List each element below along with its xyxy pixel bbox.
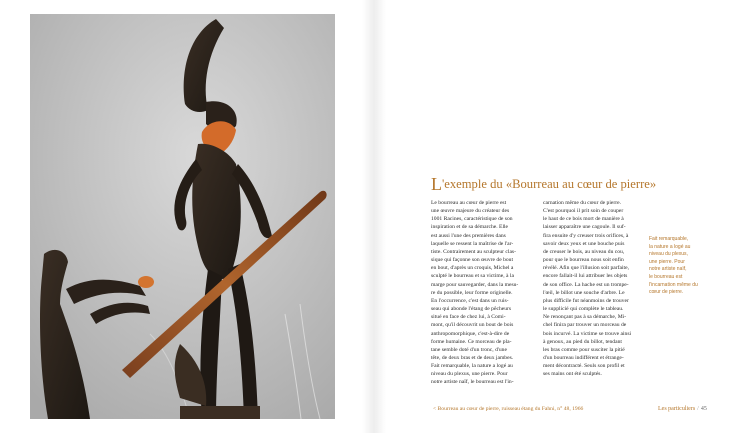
pull-quote-line: l'incarnation même du [649,281,698,288]
body-column-2 [543,199,643,378]
body-line: situé en face de chez lui, à Comi- [431,314,506,321]
pull-quote-line: le bourreau est [649,273,683,280]
body-line: est aussi l'une des premières dans [431,232,506,239]
body-line: de creuser le bois, au niveau du cou, [543,248,625,255]
body-line: en bout, d'après un croquis, Michel a [431,265,514,272]
page-footer [658,405,738,413]
body-line: inspiration et de sa démarche. Elle [431,224,509,231]
body-line: le supplicié qui complète le tableau. [543,306,624,313]
body-line: ses mains ont été sculptés. [543,371,602,378]
body-line: ment décontracté. Seuls son profil et [543,363,625,370]
body-line: fira ensuite d'y creuser trois orifices, à [543,232,629,239]
body-line: Le bourreau au cœur de pierre est [431,200,507,206]
body-line: laisser apparaître une cagoule. Il suf- [543,224,626,231]
pull-quote-line: notre artiste naïf, [649,266,687,273]
body-line: le haut de ce bois mort de manière à [543,216,624,223]
body-line: niveau du plexus, une pierre. Pour [431,371,508,378]
pull-quote-line: cœur de pierre. [649,289,684,296]
body-line: de son office. La hache est un trompe- [543,281,629,288]
section-heading [431,174,657,194]
pull-quote [649,236,711,297]
body-line: l'œil, le billot une souche d'arbre. Le [543,289,625,296]
body-line: bois incurvé. La victime se trouve ainsi [543,330,632,337]
heading-dropcap: L [431,174,442,194]
page-gutter [362,0,386,433]
body-line: chel finira par trouver un morceau de [543,322,627,329]
body-line: les bras comme pour susciter la pitié [543,346,625,353]
body-line: à genoux, au pied du billot, tendant [543,338,622,345]
body-line: d'un bourreau indifférent et étrange- [543,354,624,361]
body-line: forme humaine. Ce morceau de pla- [431,338,512,345]
folio-separator: / [697,406,699,412]
photo-caption: < Bourreau au cœur de pierre, ruisseau étang du Fahni, n° 48, 1966 [433,406,584,412]
body-line: sculpté le bourreau et sa victime, à la [431,273,514,280]
body-line: re du possible, leur forme originelle. [431,289,513,296]
pull-quote-line: une pierre. Pour [649,258,685,265]
pull-quote-line: niveau du plexus, [649,251,688,258]
running-title: Les particuliers [658,406,696,412]
body-line: révélé. Afin que l'illusion soit parfaite, [543,265,629,272]
body-line: sique qui façonne son œuvre de bout [431,257,514,264]
sculpture-illustration [30,14,335,419]
body-line: C'est pourquoi il prit soin de couper [543,208,624,215]
sculpture-photo [30,14,335,419]
body-line: carnation même du cœur de pierre. [543,200,621,206]
body-line: Fait remarquable, la nature a logé au [431,363,513,370]
body-line: tane semble doté d'un tronc, d'une [431,346,507,353]
body-line: Ne renonçant pas à sa démarche, Mi- [543,314,627,321]
body-line: tête, de deux bras et de deux jambes. [431,354,514,361]
pull-quote-line: la nature a logé au [649,243,691,250]
pull-quote-line: Fait remarquable, [649,236,689,242]
body-line: encore fallait-il lui attribuer les objets [543,273,628,280]
body-column-1 [431,199,531,387]
body-line: plus difficile fut néanmoins de trouver [543,297,629,304]
body-line: 1001 Racines, caractéristique de son [431,216,513,223]
heading-text: 'exemple du «Bourreau au cœur de pierre» [442,177,657,191]
body-line: pour que le bourreau nous soit enfin [543,257,624,264]
body-line: savoir deux yeux et une bouche puis [543,240,625,247]
body-line: tiste. Contrairement au sculpteur clas- [431,248,516,255]
body-line: En l'occurrence, c'est dans un ruis- [431,297,509,304]
body-line: laquelle se ressent la maîtrise de l'ar- [431,240,514,247]
body-line: marge pour sauvegarder, dans la mesu- [431,281,519,288]
body-line: notre artiste naïf, le bourreau est l'in- [431,379,514,386]
body-line: seau qui abonde l'étang de pêcheurs [431,306,512,313]
body-line: mont, qu'il découvrit un bout de bois [431,322,514,329]
body-line: une œuvre majeure du créateur des [431,208,510,215]
body-line: anthropomorphique, c'est-à-dire de [431,330,510,337]
page-number: 45 [700,406,707,412]
